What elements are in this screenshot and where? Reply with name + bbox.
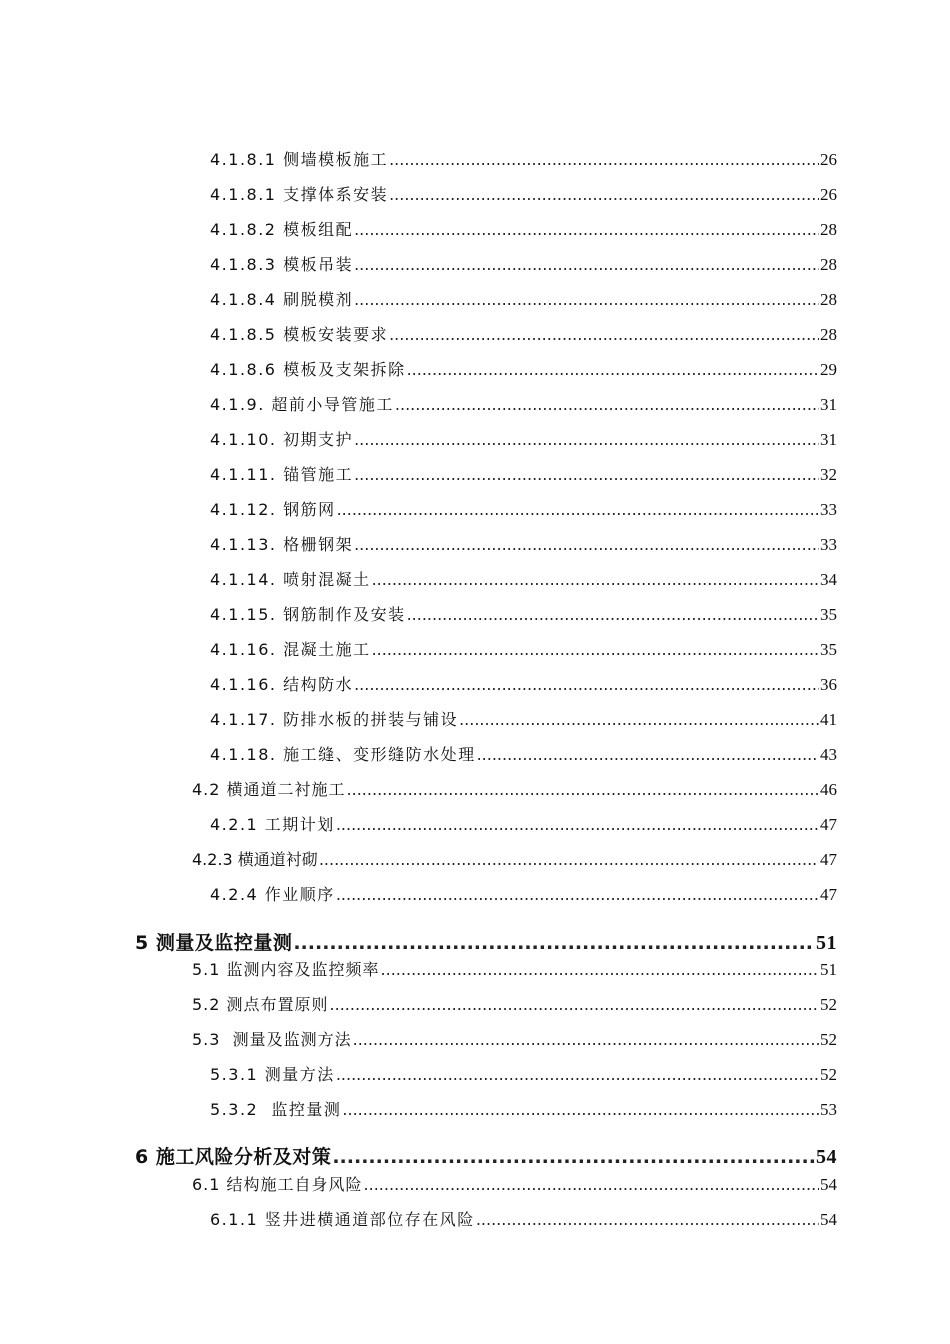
toc-entry-title: 4.1.14. 喷射混凝土: [210, 570, 371, 589]
toc-page-number: 35: [820, 605, 837, 624]
toc-page-number: 51: [816, 932, 837, 954]
toc-entry[interactable]: [210, 812, 837, 835]
dot-leader: [337, 500, 819, 519]
dot-leader: [319, 850, 819, 869]
toc-entry[interactable]: [192, 847, 837, 870]
dot-leader: [372, 640, 819, 659]
toc-page-number: 28: [820, 290, 837, 309]
toc-entry[interactable]: [210, 392, 837, 415]
toc-entry-title: 4.1.17. 防排水板的拼装与铺设: [210, 710, 459, 729]
toc-entry[interactable]: [192, 992, 837, 1015]
dot-leader: [389, 325, 819, 344]
toc-entry-title: 4.1.8.3 模板吊装: [210, 255, 354, 274]
toc-page-number: 35: [820, 640, 837, 659]
toc-page-number: 47: [820, 850, 837, 869]
toc-entry[interactable]: [210, 427, 837, 450]
toc-entry[interactable]: [210, 182, 837, 205]
dot-leader: [476, 1210, 819, 1229]
toc-entry-title: 4.2.1 工期计划: [210, 815, 335, 834]
dot-leader: [347, 780, 819, 799]
toc-entry[interactable]: [210, 252, 837, 275]
toc-entry[interactable]: [210, 1097, 837, 1120]
toc-entry-title: 4.1.11. 锚管施工: [210, 465, 354, 484]
toc-page-number: 54: [820, 1175, 837, 1194]
toc-entry-title: 4.1.8.5 模板安装要求: [210, 325, 389, 344]
dot-leader: [354, 675, 819, 694]
toc-entry-title: 4.1.16. 混凝土施工: [210, 640, 371, 659]
toc-entry[interactable]: [210, 567, 837, 590]
toc-page-number: 34: [820, 570, 837, 589]
toc-page-number: 46: [820, 780, 837, 799]
dot-leader: [354, 535, 819, 554]
dot-leader: [459, 710, 819, 729]
dot-leader: [332, 1146, 815, 1168]
toc-entry-title: 5.3.2 监控量测: [210, 1100, 342, 1119]
toc-entry-title: 4.1.12. 钢筋网: [210, 500, 336, 519]
toc-entry-title: 4.1.16. 结构防水: [210, 675, 354, 694]
dot-leader: [342, 1100, 819, 1119]
toc-entry-title: 6 施工风险分析及对策: [135, 1146, 332, 1168]
toc-page-number: 43: [820, 745, 837, 764]
toc-entry[interactable]: [210, 1062, 837, 1085]
toc-entry-title: 4.1.8.4 刷脱模剂: [210, 290, 354, 309]
dot-leader: [407, 360, 819, 379]
toc-page-number: 52: [820, 995, 837, 1014]
toc-entry-title: 4.1.8.1 侧墙模板施工: [210, 150, 389, 169]
dot-leader: [477, 745, 819, 764]
toc-page-number: 54: [816, 1146, 837, 1168]
toc-entry-title: 4.1.8.6 模板及支架拆除: [210, 360, 406, 379]
dot-leader: [381, 960, 819, 979]
toc-entry[interactable]: [210, 357, 837, 380]
toc-entry[interactable]: [210, 672, 837, 695]
toc-page-number: 33: [820, 535, 837, 554]
toc-entry[interactable]: [210, 532, 837, 555]
toc-entry-title: 4.2 横通道二衬施工: [192, 780, 346, 799]
toc-entry-title: 5.3 测量及监测方法: [192, 1030, 352, 1049]
dot-leader: [354, 255, 819, 274]
toc-entry[interactable]: [210, 602, 837, 625]
dot-leader: [395, 395, 819, 414]
toc-entry-title: 4.1.18. 施工缝、变形缝防水处理: [210, 745, 476, 764]
toc-page-number: 29: [820, 360, 837, 379]
toc-entry-title: 6.1 结构施工自身风险: [192, 1175, 363, 1194]
dot-leader: [354, 290, 819, 309]
toc-entry[interactable]: [192, 957, 837, 980]
toc-entry[interactable]: [210, 882, 837, 905]
toc-page-number: 47: [820, 815, 837, 834]
toc-entry-title: 5 测量及监控量测: [135, 932, 293, 954]
toc-page-number: 47: [820, 885, 837, 904]
toc-page-number: 28: [820, 220, 837, 239]
toc-entry[interactable]: [210, 322, 837, 345]
toc-page-number: 51: [820, 960, 837, 979]
dot-leader: [407, 605, 819, 624]
toc-page-number: 54: [820, 1210, 837, 1229]
toc-page-number: 28: [820, 255, 837, 274]
toc-page-number: 33: [820, 500, 837, 519]
toc-entry-title: 5.2 测点布置原则: [192, 995, 329, 1014]
toc-page-number: 26: [820, 185, 837, 204]
toc-page-number: 32: [820, 465, 837, 484]
toc-entry-title: 5.1 监测内容及监控频率: [192, 960, 380, 979]
toc-page-number: 36: [820, 675, 837, 694]
toc-entry[interactable]: [210, 707, 837, 730]
toc-entry[interactable]: [210, 287, 837, 310]
toc-entry[interactable]: [192, 777, 837, 800]
toc-entry[interactable]: [210, 637, 837, 660]
toc-entry[interactable]: [210, 497, 837, 520]
dot-leader: [336, 1065, 819, 1084]
toc-entry[interactable]: [192, 1172, 837, 1195]
dot-leader: [354, 220, 819, 239]
toc-page-number: 41: [820, 710, 837, 729]
dot-leader: [389, 150, 819, 169]
toc-entry[interactable]: [210, 217, 837, 240]
toc-entry-title: 4.1.9. 超前小导管施工: [210, 395, 394, 414]
toc-entry-title: 4.1.10. 初期支护: [210, 430, 354, 449]
dot-leader: [354, 465, 819, 484]
toc-entry-title: 4.1.8.2 模板组配: [210, 220, 354, 239]
toc-page-number: 28: [820, 325, 837, 344]
toc-entry-title: 5.3.1 测量方法: [210, 1065, 335, 1084]
toc-entry-title: 4.1.15. 钢筋制作及安装: [210, 605, 406, 624]
toc-page-number: 52: [820, 1030, 837, 1049]
toc-page-number: 53: [820, 1100, 837, 1119]
toc-entry[interactable]: [192, 1027, 837, 1050]
dot-leader: [336, 815, 819, 834]
toc-chapter-entry[interactable]: [135, 928, 837, 955]
dot-leader: [372, 570, 819, 589]
toc-page-number: 26: [820, 150, 837, 169]
toc-entry-title: 4.2.4 作业顺序: [210, 885, 335, 904]
toc-entry-title: 4.1.8.1 支撑体系安装: [210, 185, 389, 204]
toc-page-number: 52: [820, 1065, 837, 1084]
toc-entry-title: 4.2.3 横通道衬砌: [192, 850, 318, 869]
toc-chapter-entry[interactable]: [135, 1142, 837, 1169]
toc-entry[interactable]: [210, 742, 837, 765]
toc-entry-title: 6.1.1 竖井进横通道部位存在风险: [210, 1210, 475, 1229]
dot-leader: [389, 185, 819, 204]
toc-entry-title: 4.1.13. 格栅钢架: [210, 535, 354, 554]
dot-leader: [353, 1030, 819, 1049]
toc-entry[interactable]: [210, 147, 837, 170]
dot-leader: [293, 932, 815, 954]
toc-entry[interactable]: [210, 1207, 837, 1230]
toc-page-number: 31: [820, 430, 837, 449]
dot-leader: [354, 430, 819, 449]
dot-leader: [330, 995, 819, 1014]
dot-leader: [364, 1175, 819, 1194]
toc-page-number: 31: [820, 395, 837, 414]
toc-entry[interactable]: [210, 462, 837, 485]
dot-leader: [336, 885, 819, 904]
